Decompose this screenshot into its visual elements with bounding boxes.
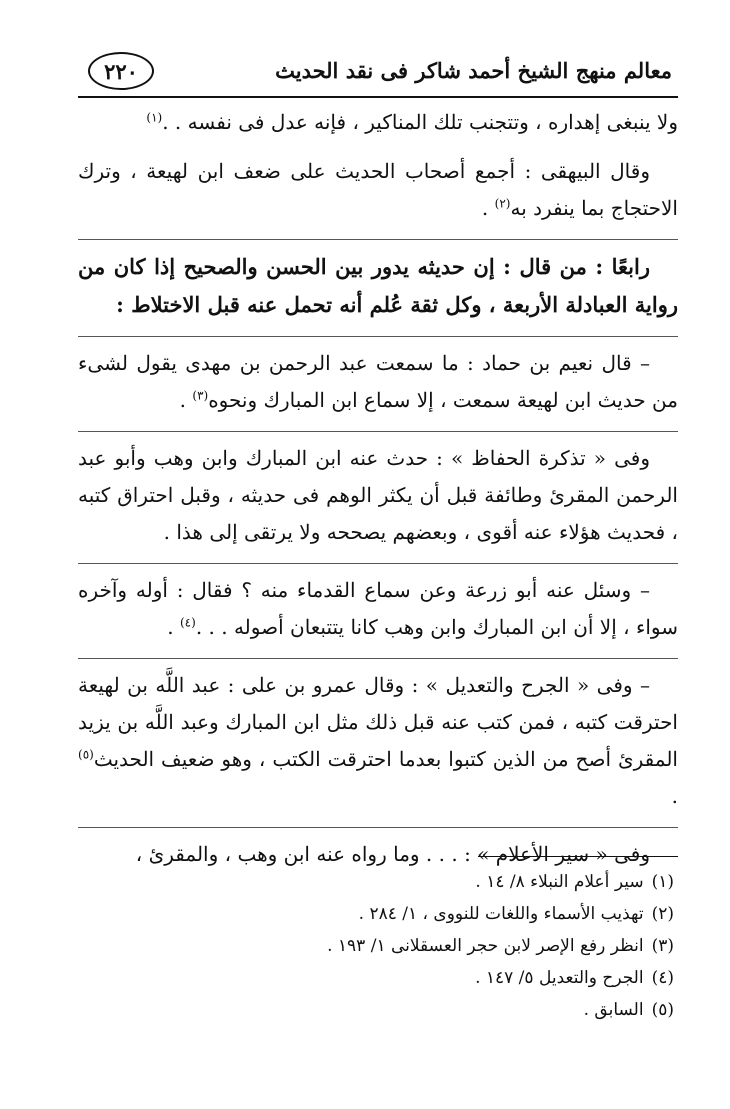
section-divider [78,658,678,659]
section-divider [78,239,678,240]
footnote: (٥)السابق . [583,1000,674,1020]
paragraph-1: ولا ينبغى إهداره ، وتتجنب تلك المناكير ، فإنه عدل فى نفسه . .$^{(١)}$ [146,110,678,134]
paragraph-5: – وسئل عنه أبو زرعة وعن سماع القدماء منه ؟ فقال : أوله وآخره سواء ، إلا أن ابن المبارك وابن وهب كانا يتتبعان أصوله . . .$^{(٤)}$ . [78,578,678,639]
footnotes [114,866,674,1026]
paragraph-3: – قال نعيم بن حماد : ما سمعت عبد الرحمن بن مهدى يقول لشىء من حديث ابن لهيعة سمعت ، إلا سماع ابن المبارك ونحوه$^{(٣)}$ . [78,351,678,412]
footnote-ref-3: (٣) [192,388,209,403]
footnote: (٢)تهذيب الأسماء واللغات للنووى ، ١/ ٢٨٤ . [358,904,674,924]
paragraph-4: وفى « تذكرة الحفاظ » : حدث عنه ابن المبارك وابن وهب وأبو عبد الرحمن المقرئ وطائفة قبل أن يكثر الوهم فى حديثه ، وقبل احتراق كتبه ، فحديث هؤلاء عنه أقوى ، وبعضهم يصححه ولا يرتقى إلى هذا . [78,446,678,544]
section-divider [78,431,678,432]
footnote-ref-2: (٢) [494,196,511,211]
running-title: معالم منهج الشيخ أحمد شاكر فى نقد الحديث [275,58,672,83]
main-text [78,104,678,873]
page-header [78,50,672,96]
footnote-ref-5: (٥) [78,747,94,762]
section-divider [78,827,678,828]
paragraph-6: – وفى « الجرح والتعديل » : وقال عمرو بن على : عبد اللَّه بن لهيعة احترقت كتبه ، فمن كتب عنه قبل ذلك مثل ابن المبارك وعبد اللَّه بن يزيد المقرئ أصح من الذين كتبوا بعدما احترقت الكتب ، وهو ضعيف الحديث$^{(٥)}$ . [78,673,678,808]
footnote: (١)سير أعلام النبلاء ٨/ ١٤ . [475,872,674,892]
page-number-oval [88,52,154,90]
header-rule [78,96,678,98]
page-number: ٢٢٠ [104,58,138,84]
footnote-rule [478,856,678,857]
footnote-ref-1: (١) [146,110,163,125]
section-divider [78,563,678,564]
footnote: (٣)انظر رفع الإصر لابن حجر العسقلانى ١/ ١٩٣ . [327,936,674,956]
paragraph-7: وفى « سير الأعلام » : . . . وما رواه عنه ابن وهب ، والمقرئ ، [135,842,650,866]
footnote-ref-4: (٤) [179,615,196,630]
section-divider [78,336,678,337]
section-heading: رابعًا : من قال : إن حديثه يدور بين الحسن والصحيح إذا كان من رواية العبادلة الأربعة ، وكل ثقة عُلم أنه تحمل عنه قبل الاختلاط : [78,254,678,317]
footnote: (٤)الجرح والتعديل ٥/ ١٤٧ . [475,968,674,988]
paragraph-2: وقال البيهقى : أجمع أصحاب الحديث على ضعف ابن لهيعة ، وترك الاحتجاج بما ينفرد به$^{(٢)}$ . [78,159,678,220]
